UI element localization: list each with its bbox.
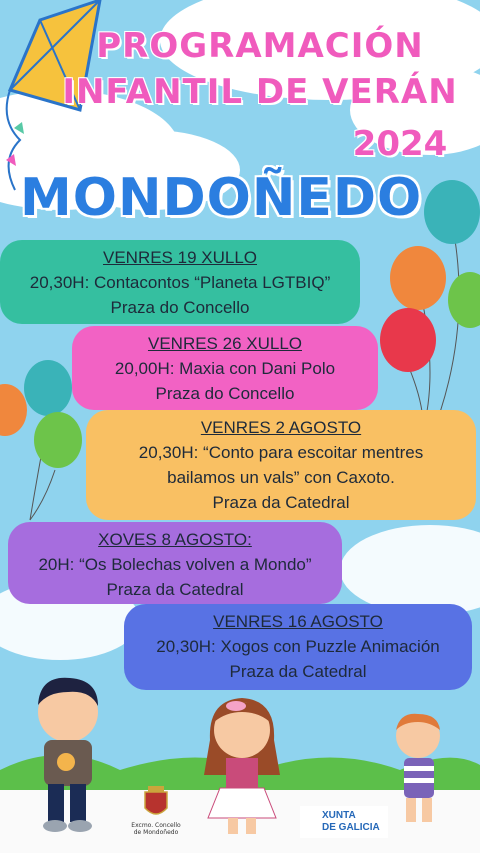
event-date: XOVES 8 AGOSTO: bbox=[98, 530, 252, 549]
event-detail: 20H: “Os Bolechas volven a Mondo” bbox=[38, 555, 312, 574]
event-venue: Praza da Catedral bbox=[106, 580, 244, 599]
event-venue: Praza da Catedral bbox=[212, 493, 350, 512]
event-detail: 20,30H: “Conto para escoitar mentres bbox=[138, 443, 424, 462]
concello-line-2: de Mondoñedo bbox=[133, 829, 179, 836]
event-date: VENRES 16 AGOSTO bbox=[213, 612, 383, 631]
title-line-2: INFANTIL DE VERÁN bbox=[62, 72, 458, 112]
event-detail: 20,00H: Maxia con Dani Polo bbox=[114, 359, 336, 378]
concello-crest-logo bbox=[145, 786, 167, 814]
child-illustration-center bbox=[204, 698, 280, 834]
event-card bbox=[0, 240, 360, 324]
event-venue: Praza do Concello bbox=[110, 298, 250, 317]
event-date: VENRES 26 XULLO bbox=[147, 334, 302, 353]
title-line-1: PROGRAMACIÓN bbox=[96, 26, 424, 66]
event-venue: Praza da Catedral bbox=[229, 662, 367, 681]
xunta-line-1: XUNTA bbox=[322, 810, 356, 821]
xunta-logo bbox=[300, 806, 388, 838]
event-date: VENRES 2 AGOSTO bbox=[200, 418, 362, 437]
event-card bbox=[72, 326, 378, 410]
event-card bbox=[124, 604, 472, 690]
event-card bbox=[8, 522, 342, 604]
town-name: MONDOÑEDO bbox=[20, 168, 423, 228]
event-detail: 20,30H: Contacontos “Planeta LGTBIQ” bbox=[29, 273, 331, 292]
title-year: 2024 bbox=[352, 124, 448, 164]
event-card bbox=[86, 410, 476, 520]
event-detail: bailamos un vals” con Caxoto. bbox=[167, 468, 395, 487]
event-detail: 20,30H: Xogos con Puzzle Animación bbox=[156, 637, 440, 656]
event-venue: Praza do Concello bbox=[155, 384, 295, 403]
concello-logo-text bbox=[118, 822, 194, 836]
concello-line-1: Excmo. Concello bbox=[131, 822, 181, 829]
xunta-line-2: DE GALICIA bbox=[322, 822, 380, 833]
event-date: VENRES 19 XULLO bbox=[102, 248, 257, 267]
